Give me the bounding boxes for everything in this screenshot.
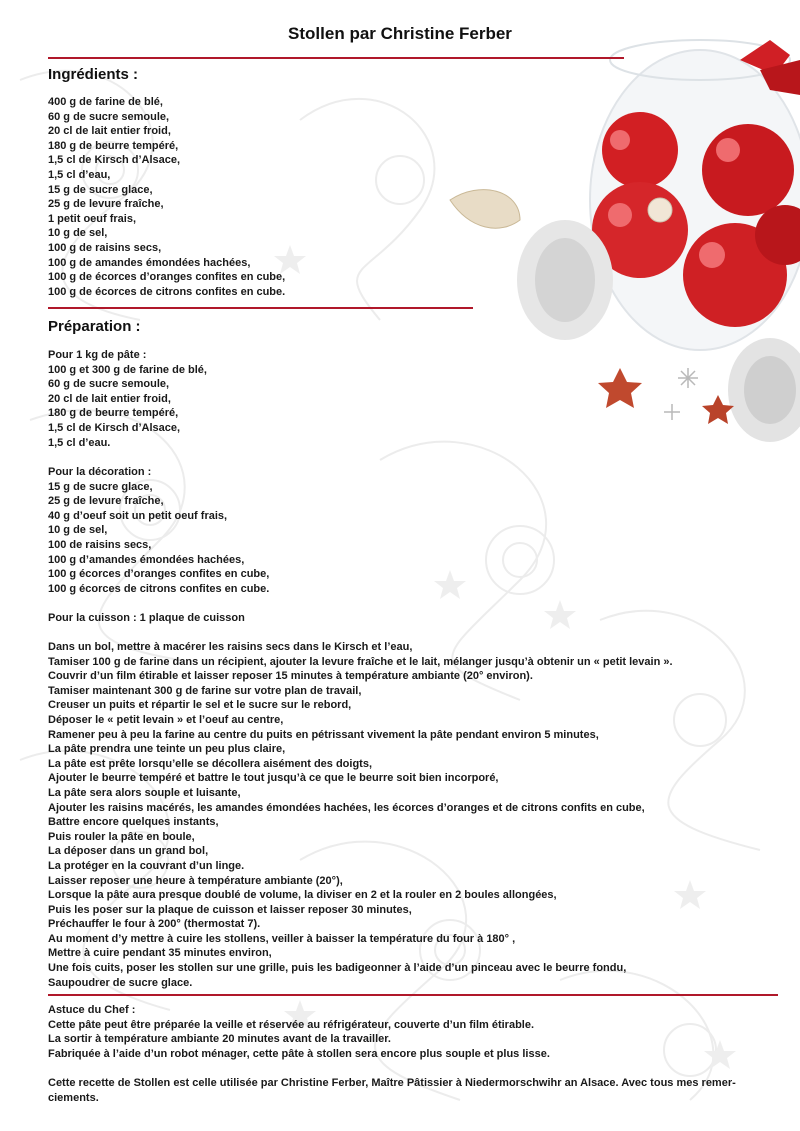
credit-line: ciements. [48, 1091, 99, 1104]
decoration-line: 100 g d’amandes émondées hachées, [48, 553, 245, 566]
cuisson-text: Pour la cuisson : 1 plaque de cuisson [48, 612, 245, 624]
decoration-line: 40 g d’oeuf soit un petit oeuf frais, [48, 509, 228, 522]
step-line: Déposer le « petit levain » et l’oeuf au centre, [48, 713, 284, 726]
ingredient-item: 10 g de sel, [48, 227, 108, 240]
steps-list [48, 640, 673, 990]
ingredient-item: 1 petit oeuf frais, [48, 212, 137, 225]
credit-line: Cette recette de Stollen est celle utilisée par Christine Ferber, Maître Pâtissier à Niedermorschwihr an Alsace. Avec tous mes remer- [48, 1077, 736, 1089]
step-line: Tamiser 100 g de farine dans un récipient, ajouter la levure fraîche et le lait, mélanger jusqu’à obtenir un « petit levain ». [48, 655, 673, 668]
step-line: Creuser un puits et répartir le sel et le sucre sur le rebord, [48, 699, 352, 712]
step-line: Mettre à cuire pendant 35 minutes environ, [48, 947, 272, 960]
step-line: Tamiser maintenant 300 g de farine sur votre plan de travail, [48, 684, 362, 697]
step-line: Puis rouler la pâte en boule, [48, 830, 195, 843]
astuce-rule [48, 994, 778, 996]
step-line: Au moment d’y mettre à cuire les stollens, veiller à baisser la température du four à 180° , [48, 932, 516, 945]
credit-block [48, 1076, 736, 1105]
step-line: Préchauffer le four à 200° (thermostat 7). [48, 918, 261, 931]
step-line: Ajouter les raisins macérés, les amandes émondées hachées, les écorces d’oranges et de citrons confits en cube, [48, 801, 645, 814]
ingredient-item: 60 g de sucre semoule, [48, 110, 170, 123]
astuce-line: Cette pâte peut être préparée la veille et réservée au réfrigérateur, couverte d’un film étirable. [48, 1018, 535, 1031]
decoration-line: 100 g écorces de citrons confites en cube. [48, 582, 270, 595]
decoration-line: 25 g de levure fraîche, [48, 495, 164, 508]
pate-line: 1,5 cl d’eau. [48, 436, 111, 449]
ingredient-item: 100 g de raisins secs, [48, 241, 162, 254]
ingredient-item: 400 g de farine de blé, [48, 96, 163, 108]
step-line: Battre encore quelques instants, [48, 816, 219, 829]
title-rule [48, 57, 624, 59]
pate-line: 60 g de sucre semoule, [48, 378, 170, 391]
ingredient-item: 100 g de amandes émondées hachées, [48, 256, 251, 269]
page-title: Stollen par Christine Ferber [288, 24, 512, 43]
pate-line: Pour 1 kg de pâte : [48, 349, 147, 361]
ingredient-item: 100 g de écorces de citrons confites en cube. [48, 285, 286, 298]
ingredient-item: 20 cl de lait entier froid, [48, 125, 171, 138]
pate-line: 1,5 cl de Kirsch d’Alsace, [48, 421, 181, 434]
pate-list [48, 348, 207, 450]
step-line: Ramener peu à peu la farine au centre du puits en pétrissant vivement la pâte pendant environ 5 minutes, [48, 728, 599, 741]
step-line: Ajouter le beurre tempéré et battre le tout jusqu’à ce que le beurre soit bien incorporé, [48, 772, 499, 785]
decoration-list [48, 465, 269, 596]
step-line: Saupoudrer de sucre glace. [48, 976, 193, 989]
ingredients-heading: Ingrédients : [48, 66, 139, 83]
step-line: Laisser reposer une heure à température ambiante (20°), [48, 874, 343, 887]
ingredient-item: 1,5 cl d’eau, [48, 168, 111, 181]
step-line: Dans un bol, mettre à macérer les raisins secs dans le Kirsch et l’eau, [48, 641, 413, 653]
pate-line: 20 cl de lait entier froid, [48, 392, 171, 405]
pate-line: 100 g et 300 g de farine de blé, [48, 363, 207, 376]
step-line: La pâte sera alors souple et luisante, [48, 786, 241, 799]
astuce-line: La sortir à température ambiante 20 minutes avant de la travailler. [48, 1033, 391, 1046]
step-line: Puis les poser sur la plaque de cuisson et laisser reposer 30 minutes, [48, 903, 412, 916]
ingredient-item: 100 g de écorces d’oranges confites en cube, [48, 271, 286, 284]
step-line: Une fois cuits, poser les stollen sur une grille, puis les badigeonner à l’aide d’un pinceau avec le beurre fondu, [48, 962, 627, 975]
ingredient-item: 25 g de levure fraîche, [48, 198, 164, 211]
ingredients-rule [48, 307, 473, 309]
decoration-line: Pour la décoration : [48, 466, 152, 478]
decoration-line: 10 g de sel, [48, 524, 108, 537]
preparation-heading: Préparation : [48, 318, 141, 335]
decoration-line: 15 g de sucre glace, [48, 480, 153, 493]
astuce-block [48, 1003, 550, 1061]
astuce-heading: Astuce du Chef : [48, 1004, 136, 1016]
ingredient-item: 180 g de beurre tempéré, [48, 139, 179, 152]
step-line: La déposer dans un grand bol, [48, 845, 209, 858]
pate-line: 180 g de beurre tempéré, [48, 407, 179, 420]
ingredient-item: 1,5 cl de Kirsch d’Alsace, [48, 154, 181, 167]
ingredient-item: 15 g de sucre glace, [48, 183, 153, 196]
cuisson-line [48, 611, 245, 626]
decoration-line: 100 de raisins secs, [48, 538, 152, 551]
step-line: La pâte prendra une teinte un peu plus claire, [48, 743, 286, 756]
astuce-line: Fabriquée à l’aide d’un robot ménager, cette pâte à stollen sera encore plus souple et plus lisse. [48, 1047, 550, 1060]
step-line: La protéger en la couvrant d’un linge. [48, 859, 245, 872]
ingredients-list [48, 95, 285, 299]
step-line: Couvrir d’un film étirable et laisser reposer 15 minutes à température ambiante (20° environ). [48, 670, 533, 683]
step-line: Lorsque la pâte aura presque doublé de volume, la diviser en 2 et la rouler en 2 boules allongées, [48, 889, 557, 902]
step-line: La pâte est prête lorsqu’elle se décollera aisément des doigts, [48, 757, 373, 770]
decoration-line: 100 g écorces d’oranges confites en cube, [48, 568, 270, 581]
